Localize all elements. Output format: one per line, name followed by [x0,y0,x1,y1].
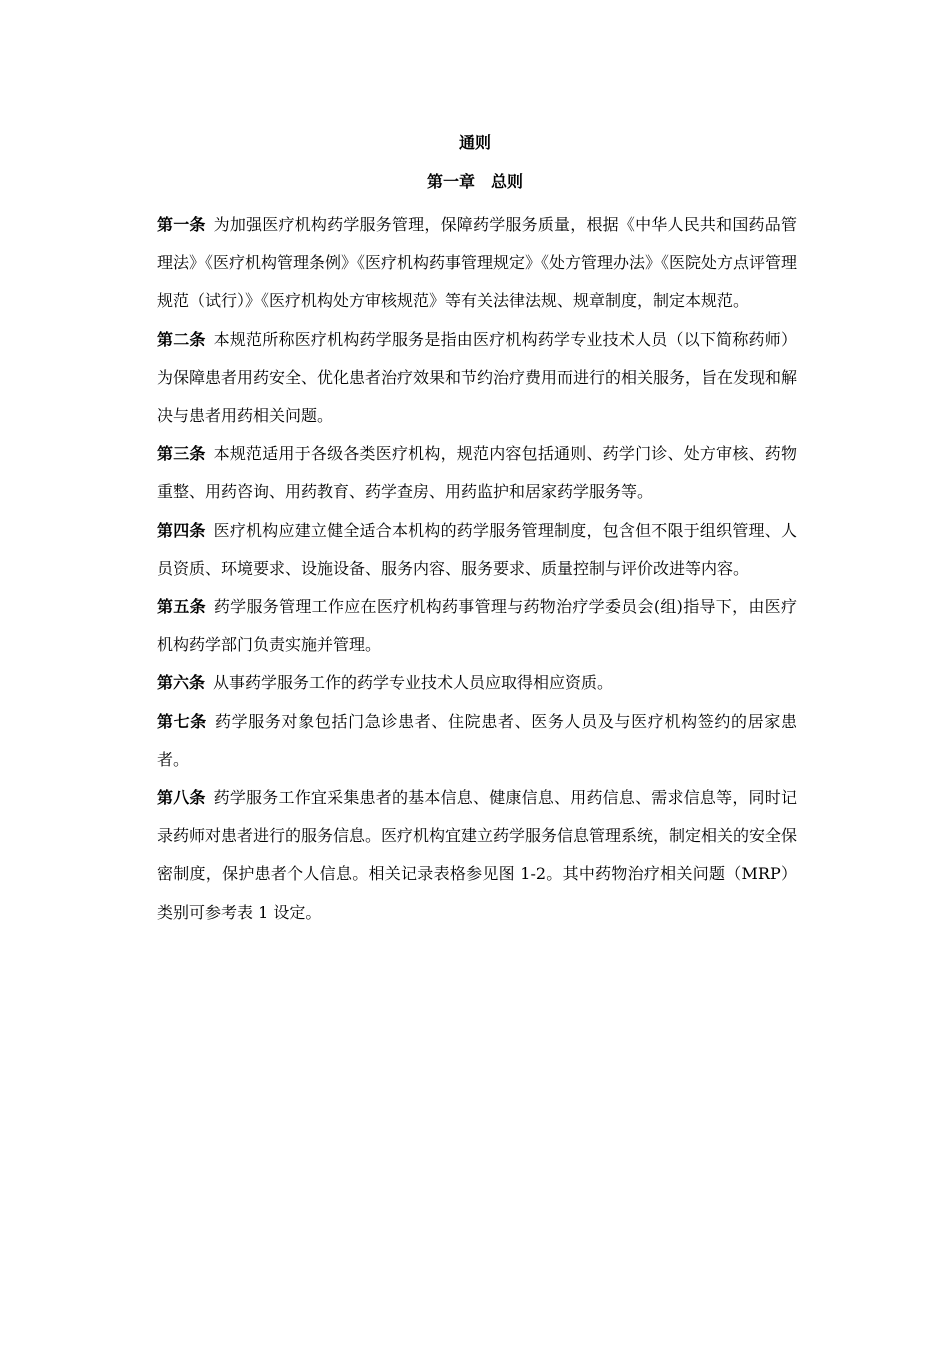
article-text: 医疗机构应建立健全适合本机构的药学服务管理制度，包含但不限于组织管理、人员资质、环境要求、设施设备、服务内容、服务要求、质量控制与评价改进等内容。 [157,520,797,578]
article-text: 本规范适用于各级各类医疗机构，规范内容包括通则、药学门诊、处方审核、药物重整、用药咨询、用药教育、药学查房、用药监护和居家药学服务等。 [157,444,797,502]
article-label: 第一条 [157,215,206,234]
document-body [157,206,797,932]
article-8 [157,779,797,932]
article-label: 第三条 [157,444,206,464]
article-7 [157,703,797,779]
article-label: 第二条 [157,329,206,349]
article-3 [157,435,797,511]
chapter-heading [0,172,950,192]
chapter-name: 总则 [491,172,524,191]
article-label: 第四条 [157,520,206,540]
article-text: 为加强医疗机构药学服务管理，保障药学服务质量，根据《中华人民共和国药品管理法》《医疗机构管理条例》《医疗机构药事管理规定》《处方管理办法》《医院处方点评管理规范（试行）》《医疗机构处方审核规范》等有关法律法规、规章制度，制定本规范。 [157,215,798,311]
article-4 [157,512,797,588]
article-text: 药学服务对象包括门急诊患者、住院患者、医务人员及与医疗机构签约的居家患者。 [157,711,797,769]
article-text: 从事药学服务工作的药学专业技术人员应取得相应资质。 [213,673,614,693]
document-title: 通则 [458,133,491,152]
article-5 [157,588,797,664]
article-1 [157,206,797,321]
article-label: 第六条 [157,673,206,693]
chapter-number: 第一章 [426,172,475,191]
article-2 [157,321,797,436]
article-text: 药学服务管理工作应在医疗机构药事管理与药物治疗学委员会(组)指导下，由医疗机构药学部门负责实施并管理。 [157,597,797,655]
article-label: 第五条 [157,597,206,617]
article-text: 本规范所称医疗机构药学服务是指由医疗机构药学专业技术人员（以下简称药师）为保障患者用药安全、优化患者治疗效果和节约治疗费用而进行的相关服务，旨在发现和解决与患者用药相关问题。 [157,329,798,426]
article-label: 第七条 [157,711,207,731]
article-text: 药学服务工作宜采集患者的基本信息、健康信息、用药信息、需求信息等，同时记录药师对患者进行的服务信息。医疗机构宜建立药学服务信息管理系统，制定相关的安全保密制度，保护患者个人信息。相关记录表格参见图 1-2。其中药物治疗相关问题（MRP）类别可参考表 1 设定。 [157,788,798,922]
article-label: 第八条 [157,788,206,808]
article-6 [157,664,797,702]
